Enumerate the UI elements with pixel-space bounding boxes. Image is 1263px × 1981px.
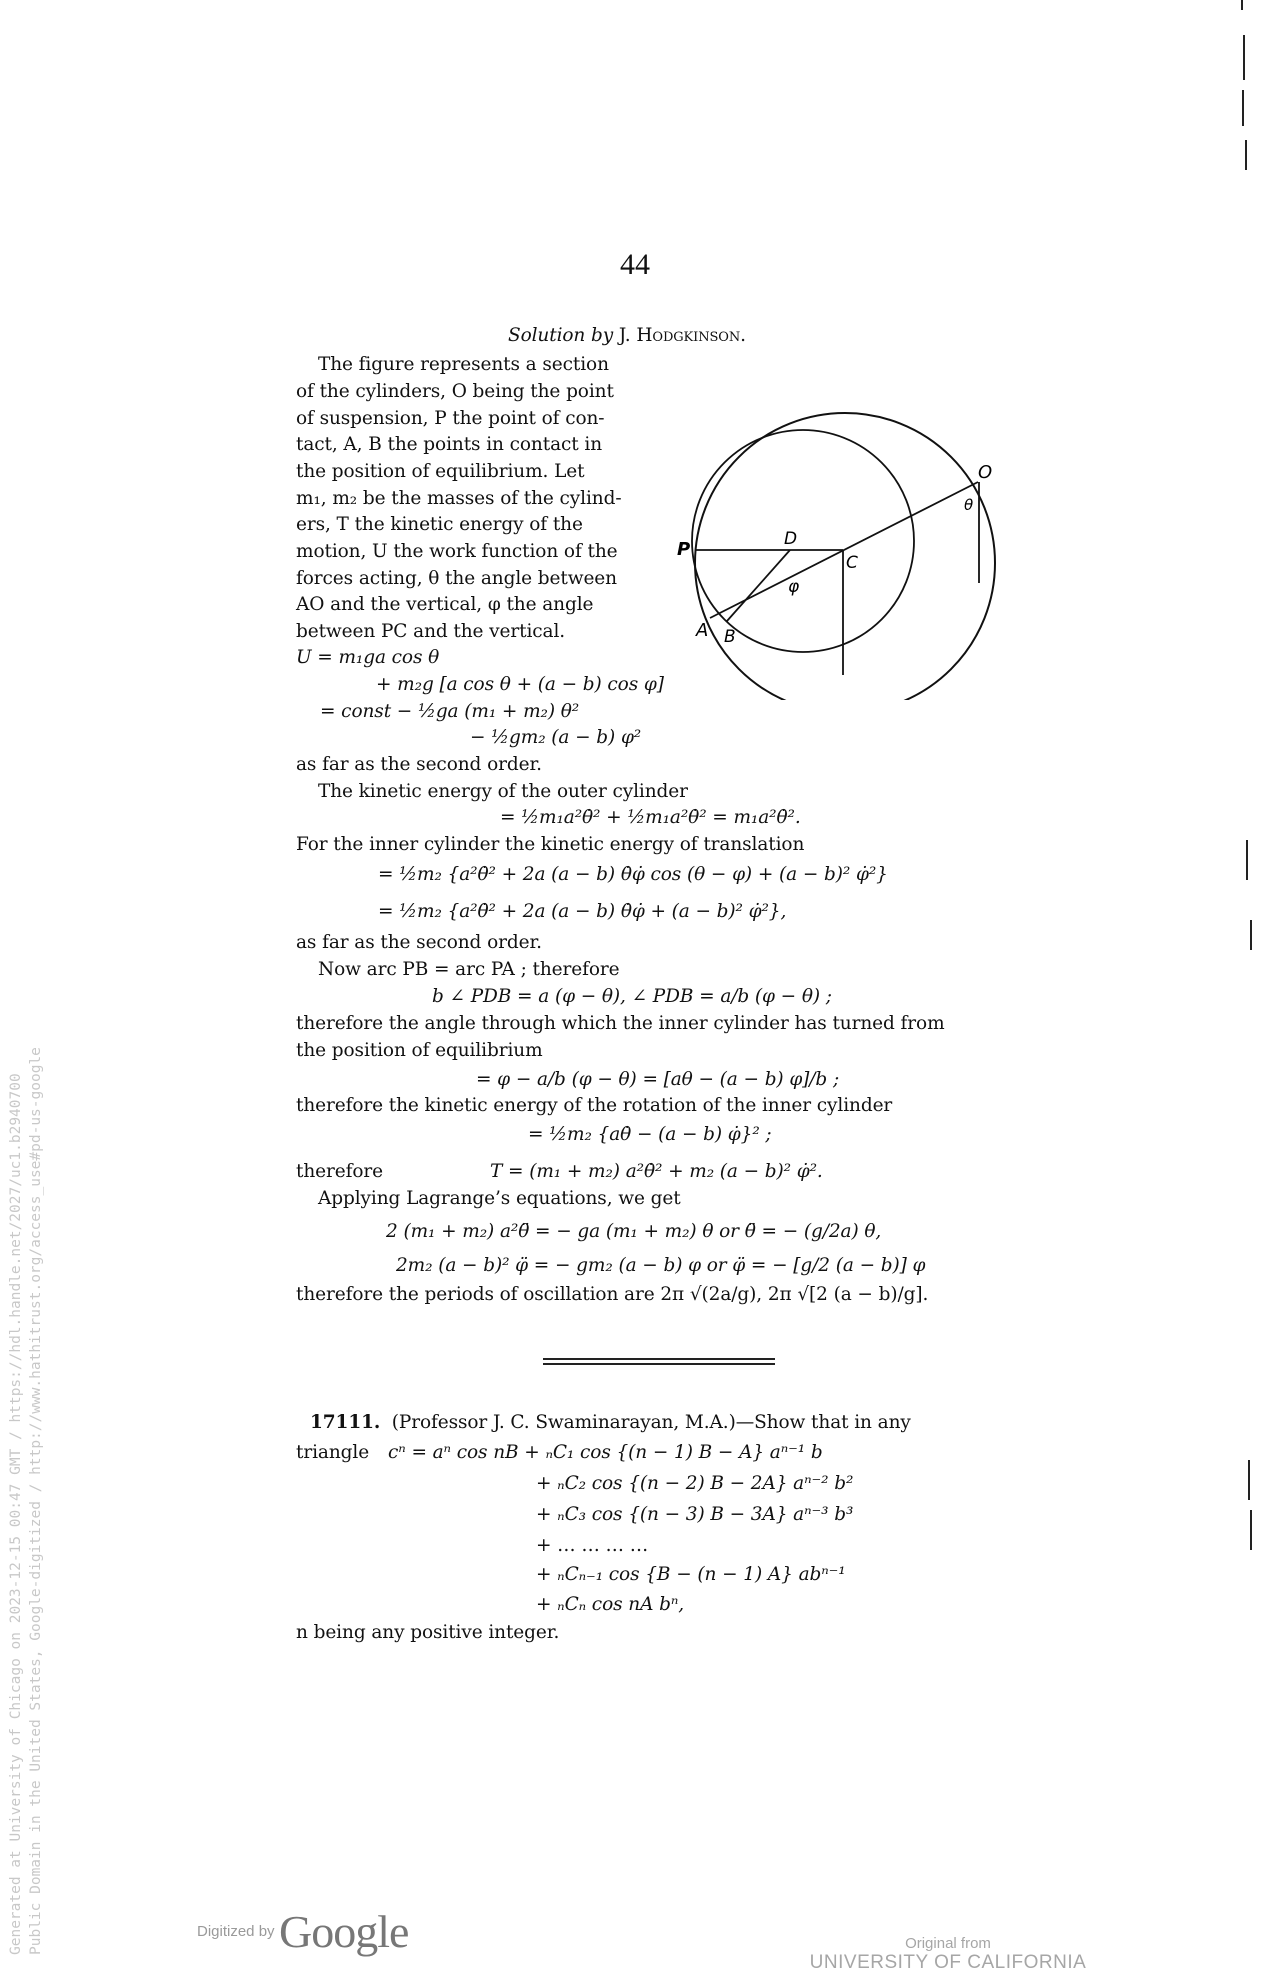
scan-edge-mark xyxy=(1242,90,1244,126)
equation-line: U = m₁ga cos θ xyxy=(296,647,440,668)
scan-edge-mark xyxy=(1250,920,1252,950)
label-o: O xyxy=(978,462,993,483)
text-line: The kinetic energy of the outer cylinder xyxy=(318,781,688,802)
watermark-line-1: Generated at University of Chicago on 2023-12-15 00:47 GMT / https://hdl.handle.net/2027/uc1.b2940700 xyxy=(8,1073,24,1955)
equation-line: + ₙCₙ₋₁ cos {B − (n − 1) A} abⁿ⁻¹ xyxy=(536,1564,846,1585)
intro-line: The figure represents a section xyxy=(318,354,609,375)
text-line: For the inner cylinder the kinetic energy of translation xyxy=(296,834,805,855)
equation-line: cⁿ = aⁿ cos nB + ₙC₁ cos {(n − 1) B − A} aⁿ⁻¹ b xyxy=(388,1442,823,1463)
line-d-b xyxy=(727,550,790,621)
solution-heading xyxy=(508,323,746,349)
scan-edge-mark xyxy=(1245,140,1247,170)
intro-line: tact, A, B the points in contact in xyxy=(296,434,603,455)
label-a: A xyxy=(696,620,709,641)
equation-line: + m₂g [a cos θ + (a − b) cos φ] xyxy=(376,674,664,695)
equation-line: = ½m₂ {a²θ̇² + 2a (a − b) θ̇φ̇ + (a − b)² φ̇²}, xyxy=(378,901,787,922)
equation-line: b ∠ PDB = a (φ − θ), ∠ PDB = a/b (φ − θ) ; xyxy=(432,986,832,1007)
intro-line: forces acting, θ the angle between xyxy=(296,568,617,589)
solution-author: J. Hodgkinson. xyxy=(618,325,746,346)
label-d: D xyxy=(784,529,798,549)
digitized-by-label: Digitized by xyxy=(197,1923,275,1940)
scan-edge-mark xyxy=(1246,840,1248,880)
intro-line: the position of equilibrium. Let xyxy=(296,461,585,482)
separator-rule-bottom xyxy=(543,1363,775,1365)
separator-rule-top xyxy=(543,1358,775,1360)
text-line: therefore the periods of oscillation are 2π √(2a/g), 2π √[2 (a − b)/g]. xyxy=(296,1284,929,1305)
label-theta: θ xyxy=(964,496,974,514)
scan-edge-mark xyxy=(1241,0,1243,10)
inner-cylinder xyxy=(692,430,914,652)
outer-cylinder xyxy=(695,413,995,700)
equation-line: + ₙC₂ cos {(n − 2) B − 2A} aⁿ⁻² b² xyxy=(536,1473,854,1494)
scan-edge-mark xyxy=(1248,1460,1250,1500)
equation-line: 2m₂ (a − b)² φ̈ = − gm₂ (a − b) φ or φ̈ = − [g/2 (a − b)] φ xyxy=(396,1255,926,1276)
text-line: as far as the second order. xyxy=(296,932,542,953)
intro-line: of suspension, P the point of con- xyxy=(296,408,605,429)
intro-line: m₁, m₂ be the masses of the cylind- xyxy=(296,488,622,509)
equation-line: = const − ½ga (m₁ + m₂) θ² xyxy=(320,701,580,722)
cylinder-figure xyxy=(660,380,1020,700)
label-c: C xyxy=(846,553,858,573)
equation-line: = ½m₂ {a²θ̇² + 2a (a − b) θ̇φ̇ cos (θ − φ) + (a − b)² φ̇²} xyxy=(378,864,888,885)
label-p: P xyxy=(677,539,691,560)
problem-header xyxy=(310,1410,911,1436)
equation-line: + … … … … xyxy=(536,1535,649,1556)
intro-line: ers, T the kinetic energy of the xyxy=(296,514,583,535)
text-line: triangle xyxy=(296,1442,370,1463)
original-from-label: Original from xyxy=(905,1935,991,1952)
equation-line: T = (m₁ + m₂) a²θ̇² + m₂ (a − b)² φ̇². xyxy=(490,1161,823,1182)
equation-line: + ₙC₃ cos {(n − 3) B − 3A} aⁿ⁻³ b³ xyxy=(536,1504,854,1525)
intro-line: of the cylinders, O being the point xyxy=(296,381,614,402)
equation-line: = ½m₂ {aθ̇ − (a − b) φ̇}² ; xyxy=(528,1124,772,1145)
institution-name: UNIVERSITY OF CALIFORNIA xyxy=(809,1952,1087,1973)
text-line: n being any positive integer. xyxy=(296,1622,560,1643)
scan-edge-mark xyxy=(1243,35,1245,80)
hathitrust-watermark xyxy=(6,1047,46,1955)
intro-line: AO and the vertical, φ the angle xyxy=(296,594,594,615)
text-line: as far as the second order. xyxy=(296,754,542,775)
equation-line: = ½m₁a²θ̇² + ½m₁a²θ̇² = m₁a²θ̇². xyxy=(500,807,801,828)
problem-attribution: (Professor J. C. Swaminarayan, M.A.)—Show that in any xyxy=(391,1412,911,1433)
text-line: the position of equilibrium xyxy=(296,1040,543,1061)
text-line: therefore the angle through which the inner cylinder has turned from xyxy=(296,1013,945,1034)
text-line: Now arc PB = arc PA ; therefore xyxy=(318,959,620,980)
equation-line: + ₙCₙ cos nA bⁿ, xyxy=(536,1594,685,1615)
google-logo: Google xyxy=(279,1906,409,1957)
watermark-line-2: Public Domain in the United States, Google-digitized / http://www.hathitrust.org/access_use#pd-us-google xyxy=(28,1047,44,1955)
scan-edge-mark xyxy=(1250,1510,1252,1550)
intro-line: motion, U the work function of the xyxy=(296,541,618,562)
digitized-by-google xyxy=(197,1905,408,1958)
page-number: 44 xyxy=(620,248,650,281)
text-line: therefore xyxy=(296,1161,383,1182)
label-phi: φ xyxy=(788,577,800,597)
intro-line: between PC and the vertical. xyxy=(296,621,566,642)
label-b: B xyxy=(724,627,736,647)
text-line: therefore the kinetic energy of the rotation of the inner cylinder xyxy=(296,1095,893,1116)
equation-line: 2 (m₁ + m₂) a²θ̈ = − ga (m₁ + m₂) θ or θ̈ = − (g/2a) θ, xyxy=(386,1221,882,1242)
text-line: Applying Lagrange’s equations, we get xyxy=(318,1188,681,1209)
original-from xyxy=(808,1935,1088,1974)
problem-number: 17111. xyxy=(310,1412,381,1433)
equation-line: = φ − a/b (φ − θ) = [aθ − (a − b) φ]/b ; xyxy=(476,1069,840,1090)
solution-heading-prefix: Solution by xyxy=(508,325,614,346)
equation-line: − ½gm₂ (a − b) φ² xyxy=(470,727,642,748)
